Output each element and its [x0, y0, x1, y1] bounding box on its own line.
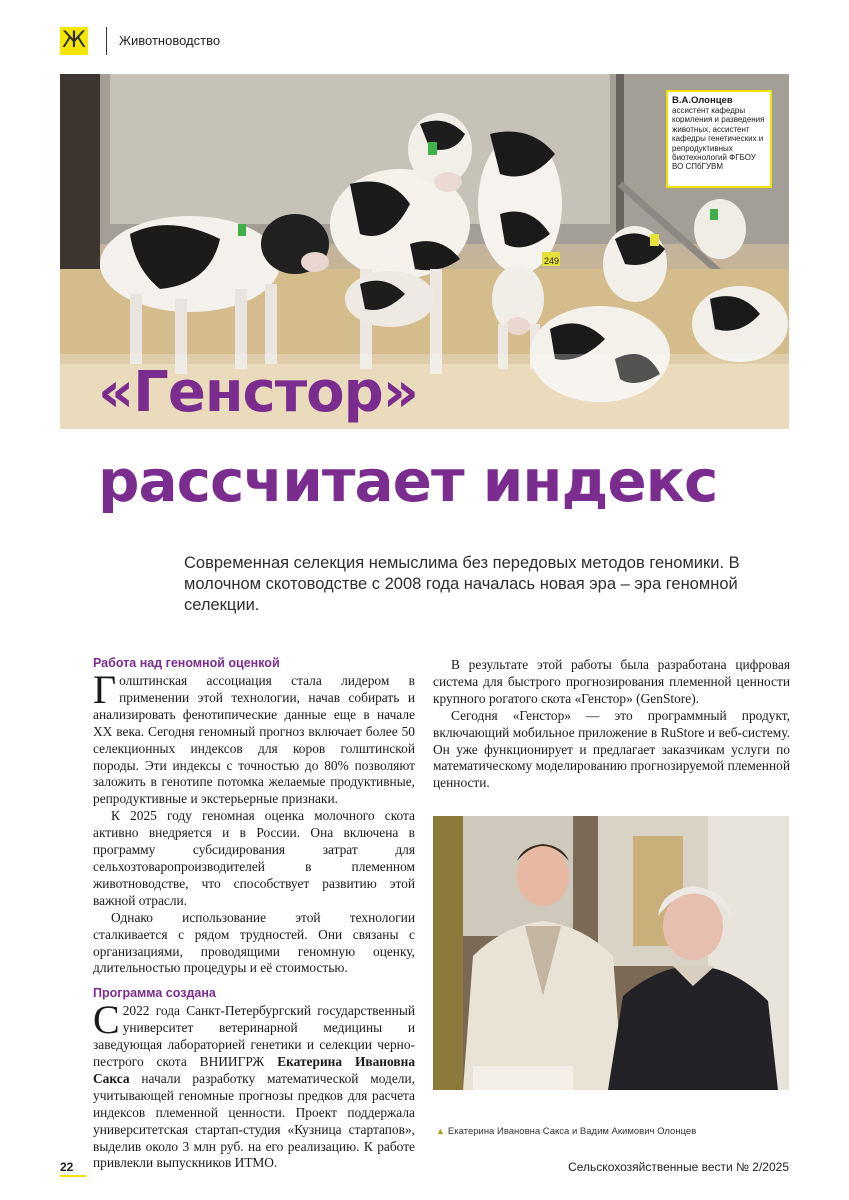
- paragraph-5: В результате этой работы была разработана цифровая система для быстрого прогнозирования племенной ценности крупного рогатого скота «Генстор» (GenStore).: [433, 657, 790, 706]
- section-name: Животноводство: [119, 33, 221, 48]
- paragraph-2: К 2025 году геномная оценка молочного скота активно внедряется и в России. Она включена в программу субсидирования затрат для сельхозтоваропроизводителей в племенном животноводстве, что способствует развитию этой важной отрасли.: [93, 808, 415, 908]
- paragraph-3: Однако использование этой технологии сталкивается с рядом трудностей. Они связаны с организациями, проводящими геномную оценку, длительностью процедуры и её стоимостью.: [93, 909, 415, 976]
- section-logo: [60, 27, 88, 55]
- article-column-left: [93, 655, 415, 1172]
- person-name-saksa: Екатерина Ивановна Сакса: [93, 1054, 416, 1086]
- page-number: 22: [60, 1160, 86, 1177]
- section-logo-letter: Ж: [62, 28, 86, 53]
- paragraph-4-text-start: 2022 года Санкт-Петербургский государственный университет ветеринарной медицины и заведующая лабораторией генетики и селекции черно-пестрого скота ВНИИГРЖ: [93, 1003, 415, 1070]
- article-title-line-1: «Генстор»: [98, 360, 418, 425]
- portrait-photo: [433, 816, 789, 1090]
- subheading-genomic-evaluation: Работа над геномной оценкой: [93, 656, 280, 670]
- paragraph-1-text: олштинская ассоциация стала лидером в применении этой технологии, начав собирать и анализировать фенотипические данные еще в начале XX века. Сегодня геномный прогноз включает более 50 селекционных индексов для коров голштинской породы. Эти индексы с точностью до 80% позволяют заложить в генотипе потомка желаемые продуктивные, репродуктивные и экстерьерные признаки.: [93, 673, 415, 807]
- author-box: [666, 90, 772, 188]
- paragraph-4: [93, 997, 416, 1172]
- caption-arrow-icon: ▲: [436, 1126, 445, 1136]
- paragraph-6: Сегодня «Генстор» — это программный продукт, включающий мобильное приложение в RuStore и веб-систему. Он уже функционирует и предлагает заказчикам услуги по математическому моделированию прогнозируемой племенной ценности.: [433, 707, 790, 791]
- ear-tag-number: 249: [544, 256, 560, 266]
- article-column-right: [433, 657, 790, 792]
- drop-cap: С: [93, 997, 120, 1043]
- subheading-program-created: Программа создана: [93, 986, 216, 1001]
- portrait-illustration: [433, 816, 789, 1090]
- header-divider: [106, 27, 107, 55]
- article-lead: Современная селекция немыслима без передовых методов геномики. В молочном скотоводстве с 2008 года началась новая эра – эра геномной селекции.: [184, 554, 740, 614]
- photo-caption: [436, 1126, 696, 1137]
- author-name: В.А.Олонцев: [672, 95, 733, 106]
- author-role: ассистент кафедры кормления и разведения животных, ассистент кафедры генетических и репродуктивных биотехнологий ФГБОУ ВО СПбГУВМ: [672, 106, 765, 172]
- photo-caption-text: Екатерина Ивановна Сакса и Вадим Акимович Олонцев: [447, 1126, 697, 1137]
- drop-cap: Г: [93, 667, 117, 712]
- magazine-issue: Сельскохозяйственные вести № 2/2025: [568, 1160, 789, 1174]
- article-title-line-2: рассчитает индекс: [98, 447, 718, 515]
- paragraph-4-text-end: начали разработку математической модели, учитывающей геномные прогнозы предков для расчета индексов племенной ценности. Проект поддержала университетская стартап-студия «Кузница стартапов», выделив около 3 млн руб. на его реализацию. К работе привлекли выпускников ИТМО.: [93, 1070, 415, 1171]
- paragraph-1: [93, 667, 415, 808]
